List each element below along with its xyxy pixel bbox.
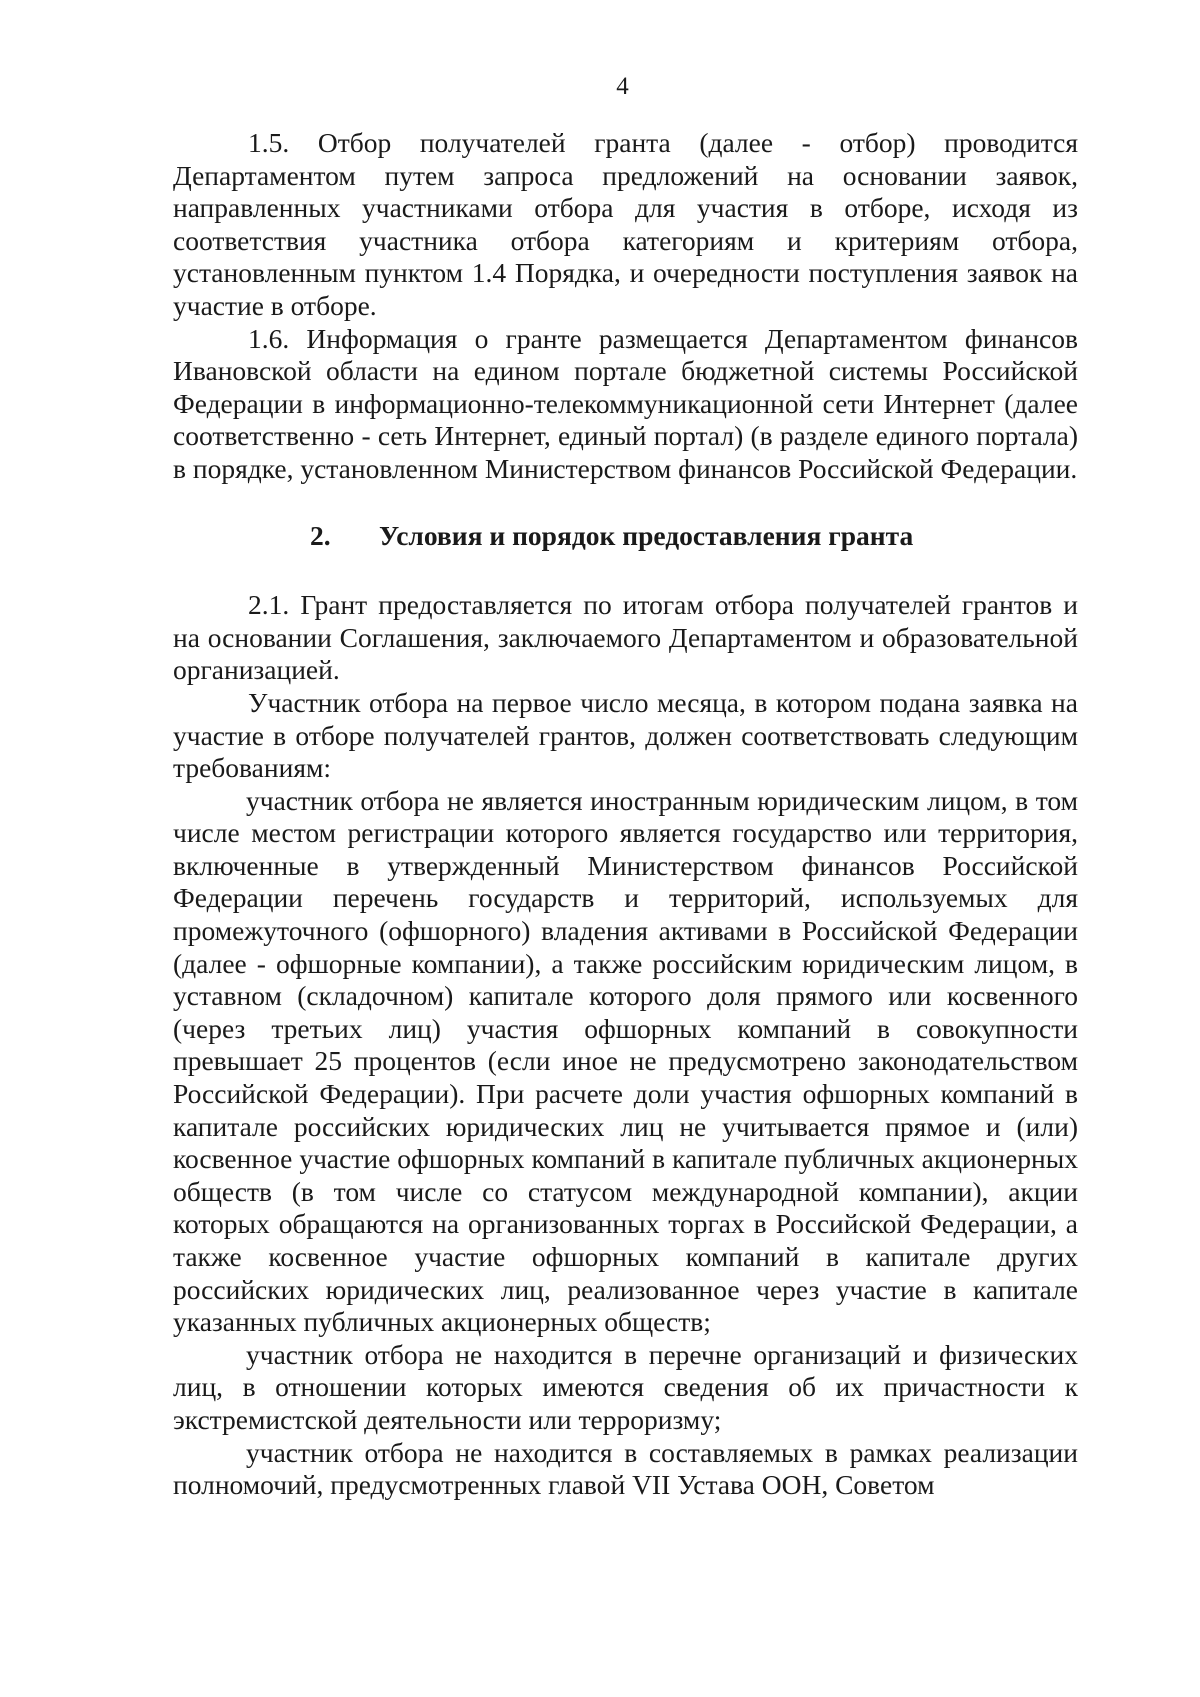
paragraph-participant-requirements: Участник отбора на первое число месяца, в котором подана заявка на участие в отборе получателей грантов, должен соответствовать следующим требованиям: (173, 686, 1078, 784)
paragraph-extremism-requirement: участник отбора не находится в перечне организаций и физических лиц, в отношении которых имеются сведения об их причастности к экстремистской деятельности или терроризму; (173, 1338, 1078, 1435)
paragraph-offshore-requirement: участник отбора не является иностранным юридическим лицом, в том числе местом регистрации которого является государство или территория, включенные в утвержденный Министерством финансов Российской Федерации перечень государств и территорий, используемых для промежуточного (офшорного) владения активами в Российской Федерации (далее - офшорные компании), а также российским юридическим лицом, в уставном (складочном) капитале которого доля прямого или косвенного (через третьих лиц) участия офшорных компаний в совокупности превышает 25 процентов (если иное не предусмотрено законодательством Российской Федерации). При расчете доли участия офшорных компаний в капитале российских юридических лиц не учитывается прямое и (или) косвенное участие офшорных компаний в капитале публичных акционерных обществ (в том числе со статусом международной компании), акции которых обращаются на организованных торгах в Российской Федерации, а также косвенное участие офшорных компаний в капитале других российских юридических лиц, реализованное через участие в капитале указанных публичных акционерных обществ; (173, 784, 1078, 1338)
paragraph-un-charter-requirement: участник отбора не находится в составляемых в рамках реализации полномочий, предусмотренных главой VII Устава ООН, Советом (173, 1436, 1078, 1501)
section-number: 2. (310, 519, 331, 551)
page-number: 4 (616, 73, 629, 100)
paragraph-1-6: 1.6. Информация о гранте размещается Департаментом финансов Ивановской области на едином портале бюджетной системы Российской Федерации в информационно-телекоммуникационной сети Интернет (далее соответственно - сеть Интернет, единый портал) (в разделе единого портала) в порядке, установленном Министерством финансов Российской Федерации. (173, 322, 1078, 484)
section-heading (173, 520, 1078, 553)
section-title: Условия и порядок предоставления гранта (379, 519, 914, 551)
paragraph-2-1: 2.1. Грант предоставляется по итогам отбора получателей грантов и на основании Соглашения, заключаемого Департаментом и образовательной организацией. (173, 589, 1078, 686)
paragraph-1-5: 1.5. Отбор получателей гранта (далее - отбор) проводится Департаментом путем запроса предложений на основании заявок, направленных участниками отбора для участия в отборе, исходя из соответствия участника отбора категориям и критериям отбора, установленным пунктом 1.4 Порядка, и очередности поступления заявок на участие в отборе. (173, 127, 1078, 321)
document-body (173, 127, 1078, 1502)
